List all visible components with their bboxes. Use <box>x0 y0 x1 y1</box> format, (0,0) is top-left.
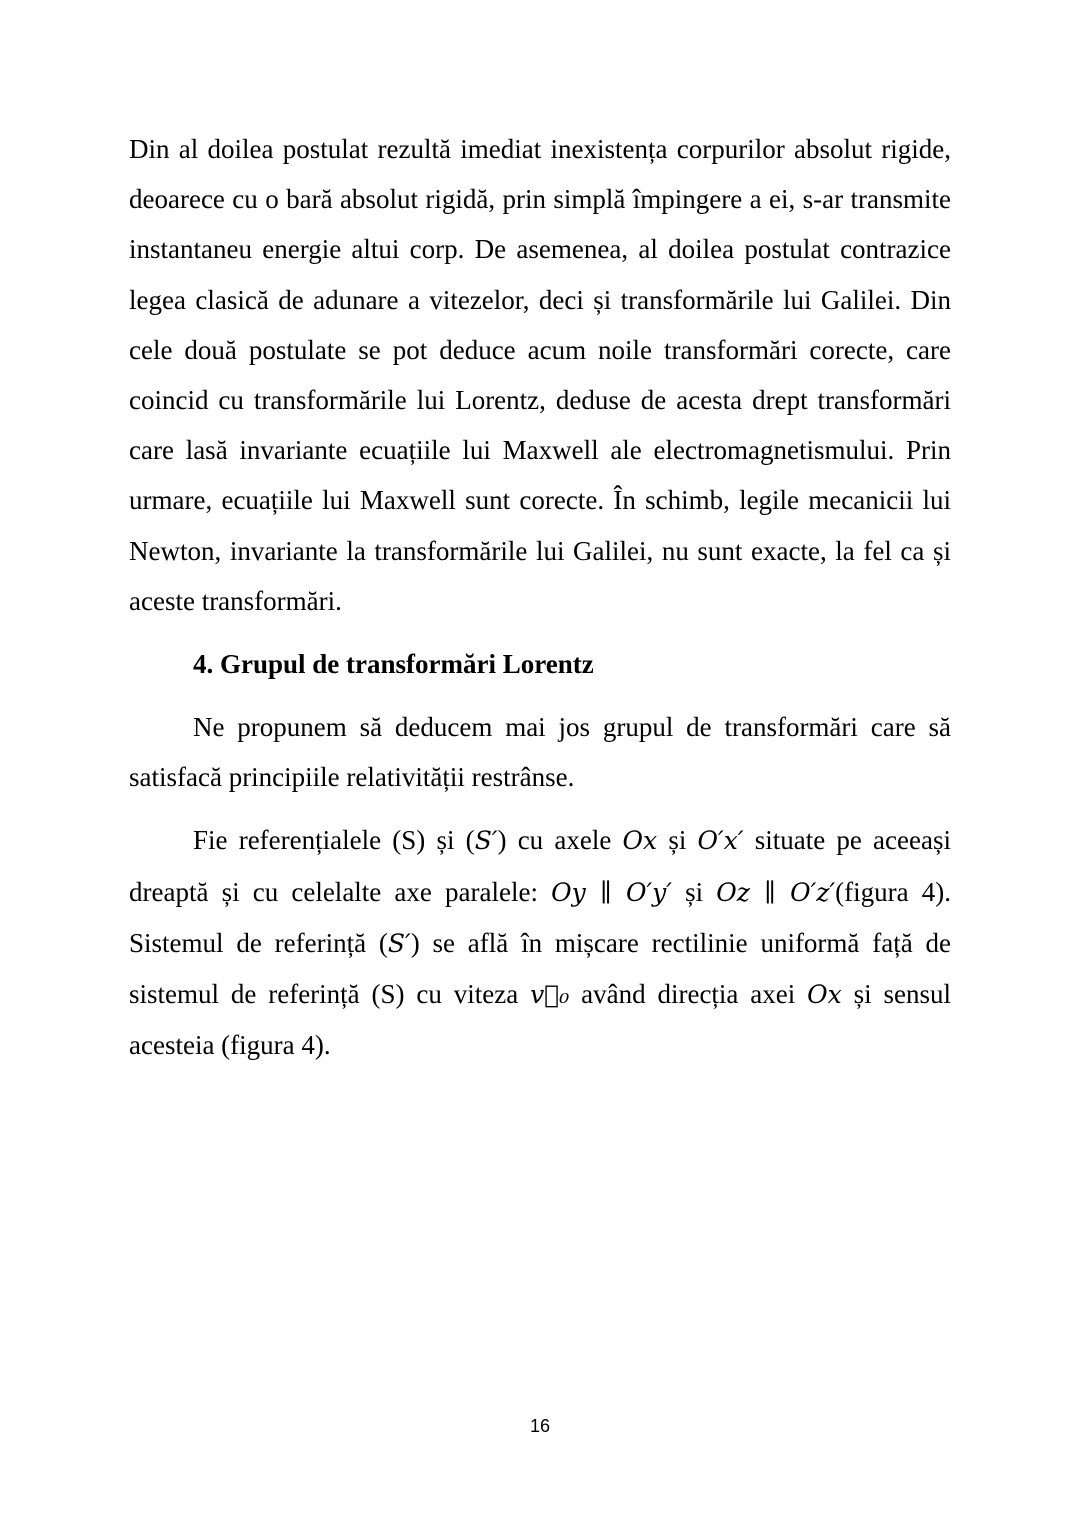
math-symbol: Oy ∥ O′y′ <box>551 877 672 907</box>
text-fragment: și <box>671 876 717 907</box>
math-symbol: S′ <box>474 826 498 856</box>
paragraph-referentials <box>129 815 951 1070</box>
text-fragment: ) se află în mișcare rectilinie uniformă față de sistemul de referință (S) cu viteza <box>129 927 951 1010</box>
text-fragment: situate pe aceeași dreaptă și cu celelalte axe paralele: <box>129 825 951 907</box>
math-symbol: S′ <box>387 928 411 958</box>
math-symbol: Ox <box>807 980 842 1010</box>
text-fragment: și <box>657 825 698 856</box>
math-symbol: v⃗₀ <box>530 980 570 1010</box>
page-number: 16 <box>529 1416 551 1436</box>
paragraph-postulate: Din al doilea postulat rezultă imediat inexistența corpurilor absolut rigide, deoarece cu o bară absolut rigidă, prin simplă împingere a ei, s-ar transmite instantaneu energie altui corp. De asemenea, al doilea postulat contrazice legea clasică de adunare a vitezelor, deci și transformările lui Galilei. Din cele două postulate se pot deduce acum noile transformări corecte, care coincid cu transformările lui Lorentz, deduse de acesta drept transformări care lasă invariante ecuațiile lui Maxwell ale electromagnetismului. Prin urmare, ecuațiile lui Maxwell sunt corecte. În schimb, legile mecanicii lui Newton, invariante la transformările lui Galilei, nu sunt exacte, la fel ca și aceste transformări. <box>129 134 951 616</box>
math-symbol: Oz ∥ O′z′ <box>716 877 836 907</box>
section-heading: 4. Grupul de transformări Lorentz <box>193 649 594 680</box>
text-fragment: Fie referențialele (S) și ( <box>193 825 475 856</box>
paragraph-intro: Ne propunem să deducem mai jos grupul de transformări care să satisfacă principiile relativității restrânse. <box>129 712 951 793</box>
page-content <box>129 124 951 1070</box>
text-fragment: ) cu axele <box>497 825 623 856</box>
text-fragment: și sensul acesteia (figura 4). <box>129 979 951 1061</box>
math-symbol: Ox <box>622 826 658 856</box>
math-symbol: O′x′ <box>697 826 744 856</box>
text-fragment: (figura 4). Sistemul de referință ( <box>129 876 951 958</box>
text-fragment: având direcția axei <box>569 979 808 1010</box>
